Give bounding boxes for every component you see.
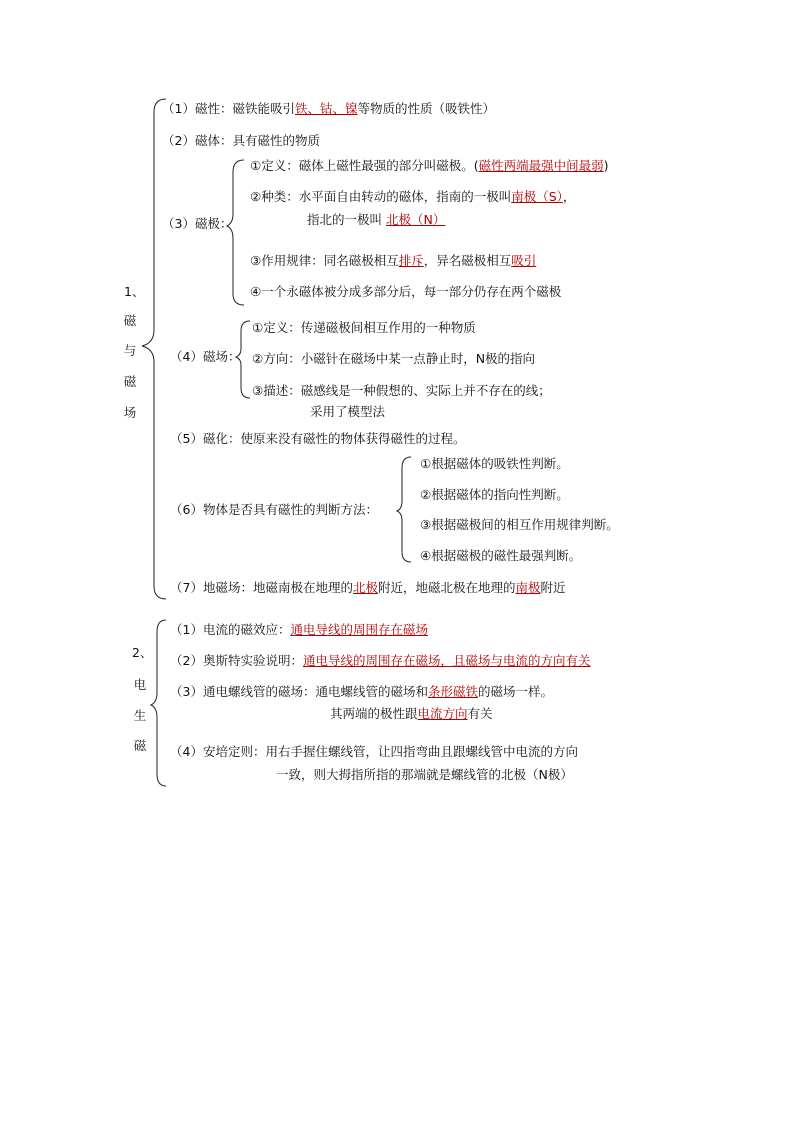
item-oersted-experiment: （2）奥斯特实验说明：通电导线的周围存在磁场，且磁场与电流的方向有关 — [170, 653, 591, 668]
pole-interaction-rule: ③作用规律：同名磁极相互排斥，异名磁极相互吸引 — [250, 253, 537, 268]
item-judgement-label: （6）物体是否具有磁性的判断方法： — [170, 502, 378, 517]
judgement-method: ②根据磁体的指向性判断。 — [420, 487, 569, 502]
judgement-brace — [397, 457, 411, 562]
item-current-magnetic-effect: （1）电流的磁效应：通电导线的周围存在磁场 — [170, 622, 428, 637]
judgement-method: ①根据磁体的吸铁性判断。 — [420, 456, 569, 471]
answer-fill: 通电导线的周围存在磁场 — [290, 622, 428, 637]
item-ampere-rule-line2: 一致，则大拇指所指的那端就是螺线管的北极（N极） — [276, 767, 573, 782]
item-ampere-rule: （4）安培定则：用右手握住螺线管，让四指弯曲且跟螺线管中电流的方向 — [170, 744, 578, 759]
item-magnet: （2）磁体：具有磁性的物质 — [162, 133, 320, 148]
answer-fill: 电流方向 — [417, 706, 468, 721]
answer-fill: 吸引 — [511, 253, 537, 268]
answer-fill: 磁性两端最强中间最弱 — [478, 158, 604, 173]
answer-fill: 铁、钴、镍 — [294, 101, 358, 116]
item-magnetization: （5）磁化：使原来没有磁性的物体获得磁性的过程。 — [170, 431, 466, 446]
answer-fill: 南极（S） — [511, 189, 563, 204]
item-magnetic-pole-label: （3）磁极： — [162, 216, 233, 231]
item-geomagnetic-field: （7）地磁场：地磁南极在地理的北极附近，地磁北极在地理的南极附近 — [170, 580, 566, 595]
section2-title-char: 电 — [133, 677, 147, 692]
item-solenoid-field-line2: 其两端的极性跟电流方向有关 — [330, 706, 493, 721]
field-direction: ②方向：小磁针在磁场中某一点静止时，N极的指向 — [252, 351, 536, 366]
section2-brace — [151, 620, 166, 786]
item-solenoid-field: （3）通电螺线管的磁场：通电螺线管的磁场和条形磁铁的磁场一样。 — [170, 684, 553, 699]
answer-fill: 通电导线的周围存在磁场，且磁场与电流的方向有关 — [302, 653, 591, 668]
judgement-method: ④根据磁极的磁性最强判断。 — [420, 548, 582, 563]
section1-title-char: 场 — [123, 405, 137, 420]
pole-permanent-magnet: ④一个永磁体被分成多部分后，每一部分仍存在两个磁极 — [250, 284, 562, 299]
item-magnetism: （1）磁性：磁铁能吸引铁、钴、镍等物质的性质（吸铁性） — [162, 101, 495, 116]
answer-fill: 北极 — [352, 580, 378, 595]
section1-title-char: 磁 — [123, 374, 137, 389]
answer-fill: 排斥 — [398, 253, 424, 268]
answer-fill: 条形磁铁 — [427, 684, 478, 699]
section2-title-char: 生 — [133, 708, 147, 723]
section2-title-char: 磁 — [133, 738, 147, 753]
pole-definition: ①定义：磁体上磁性最强的部分叫磁极。(磁性两端最强中间最弱) — [250, 158, 609, 173]
field-description: ③描述：磁感线是一种假想的、实际上并不存在的线； — [252, 383, 551, 398]
answer-fill: 南极 — [515, 580, 541, 595]
section2-number: 2、 — [132, 645, 153, 660]
field-definition: ①定义：传递磁极间相互作用的一种物质 — [252, 320, 476, 335]
section1-title-char: 磁 — [123, 313, 137, 328]
field-description-model: 采用了模型法 — [310, 404, 386, 419]
answer-fill: 北极（N） — [385, 212, 446, 227]
section1-number: 1、 — [124, 284, 145, 299]
magnetic-pole-brace — [227, 160, 244, 305]
pole-types-line1: ②种类：水平面自由转动的磁体，指南的一极叫南极（S）， — [250, 189, 576, 204]
pole-types-line2: 指北的一极叫 北极（N） — [307, 212, 446, 227]
section1-title-char: 与 — [123, 343, 137, 358]
section1-brace — [142, 99, 166, 599]
item-magnetic-field-label: （4）磁场： — [170, 349, 241, 364]
judgement-method: ③根据磁极间的相互作用规律判断。 — [420, 517, 619, 532]
